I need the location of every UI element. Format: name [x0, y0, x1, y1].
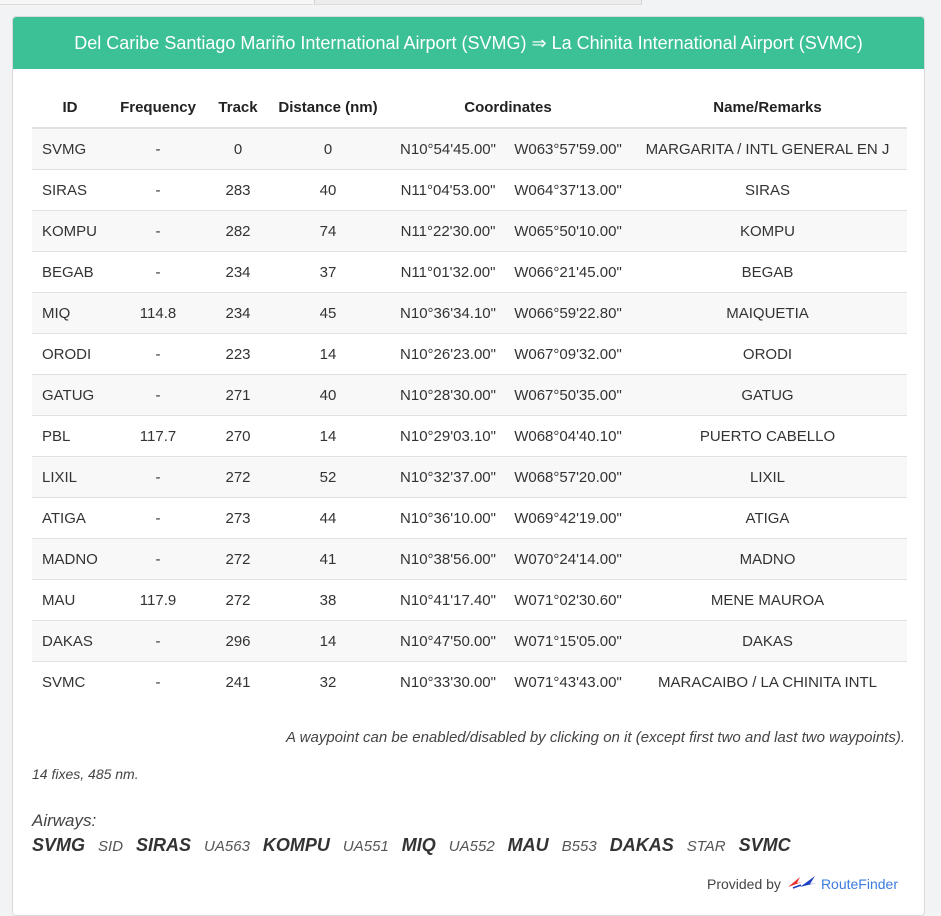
airway-fix: MIQ	[401, 835, 436, 855]
waypoint-row[interactable]	[32, 662, 907, 703]
waypoint-name: MADNO	[628, 539, 907, 580]
waypoint-table	[32, 87, 907, 702]
waypoint-longitude: W067°09'32.00"	[508, 334, 628, 375]
waypoint-track: 234	[208, 252, 268, 293]
waypoint-distance: 52	[268, 457, 388, 498]
waypoint-longitude: W069°42'19.00"	[508, 498, 628, 539]
waypoint-track: 271	[208, 375, 268, 416]
waypoint-longitude: W071°02'30.60"	[508, 580, 628, 621]
waypoint-id: KOMPU	[32, 211, 108, 252]
route-title: Del Caribe Santiago Mariño International Airport (SVMG) ⇒ La Chinita International Airport (SVMC)	[13, 17, 924, 69]
waypoint-frequency: -	[108, 662, 208, 703]
top-tab-strip	[0, 0, 941, 5]
waypoint-row[interactable]	[32, 580, 907, 621]
column-header-frequency: Frequency	[108, 87, 208, 128]
waypoint-longitude: W071°15'05.00"	[508, 621, 628, 662]
waypoint-frequency: -	[108, 170, 208, 211]
airway-fix: DAKAS	[609, 835, 674, 855]
waypoint-row[interactable]	[32, 621, 907, 662]
waypoint-distance: 14	[268, 416, 388, 457]
waypoint-id: DAKAS	[32, 621, 108, 662]
airway-segment: UA563	[204, 838, 250, 855]
waypoint-frequency: 117.7	[108, 416, 208, 457]
waypoint-latitude: N10°36'10.00"	[388, 498, 508, 539]
waypoint-frequency: -	[108, 539, 208, 580]
waypoint-track: 272	[208, 580, 268, 621]
tab-left[interactable]	[0, 0, 313, 5]
waypoint-track: 273	[208, 498, 268, 539]
waypoint-track: 223	[208, 334, 268, 375]
waypoint-track: 241	[208, 662, 268, 703]
column-header-distance: Distance (nm)	[268, 87, 388, 128]
waypoint-frequency: 117.9	[108, 580, 208, 621]
waypoint-row[interactable]	[32, 128, 907, 170]
waypoint-row[interactable]	[32, 211, 907, 252]
waypoint-distance: 40	[268, 375, 388, 416]
waypoint-id: LIXIL	[32, 457, 108, 498]
waypoint-frequency: -	[108, 128, 208, 170]
column-header-coordinates: Coordinates	[388, 87, 628, 128]
column-header-name-remarks: Name/Remarks	[628, 87, 907, 128]
waypoint-longitude: W065°50'10.00"	[508, 211, 628, 252]
waypoint-frequency: -	[108, 375, 208, 416]
waypoint-name: ATIGA	[628, 498, 907, 539]
waypoint-id: GATUG	[32, 375, 108, 416]
waypoint-distance: 38	[268, 580, 388, 621]
waypoint-distance: 14	[268, 334, 388, 375]
waypoint-track: 0	[208, 128, 268, 170]
waypoint-longitude: W063°57'59.00"	[508, 128, 628, 170]
waypoint-row[interactable]	[32, 457, 907, 498]
waypoint-id: ATIGA	[32, 498, 108, 539]
waypoint-latitude: N10°47'50.00"	[388, 621, 508, 662]
waypoint-distance: 14	[268, 621, 388, 662]
airway-segment: SID	[98, 838, 124, 855]
waypoint-name: MARACAIBO / LA CHINITA INTL	[628, 662, 907, 703]
waypoint-latitude: N10°29'03.10"	[388, 416, 508, 457]
airway-fix: SVMC	[738, 835, 791, 855]
waypoint-track: 296	[208, 621, 268, 662]
waypoint-longitude: W068°04'40.10"	[508, 416, 628, 457]
waypoint-name: KOMPU	[628, 211, 907, 252]
waypoint-longitude: W066°21'45.00"	[508, 252, 628, 293]
waypoint-longitude: W064°37'13.00"	[508, 170, 628, 211]
waypoint-name: MENE MAUROA	[628, 580, 907, 621]
waypoint-latitude: N10°38'56.00"	[388, 539, 508, 580]
waypoint-longitude: W070°24'14.00"	[508, 539, 628, 580]
airway-fix: SIRAS	[136, 835, 192, 855]
waypoint-name: BEGAB	[628, 252, 907, 293]
waypoint-longitude: W066°59'22.80"	[508, 293, 628, 334]
waypoint-id: MAU	[32, 580, 108, 621]
waypoint-id: ORODI	[32, 334, 108, 375]
waypoint-row[interactable]	[32, 416, 907, 457]
waypoint-distance: 74	[268, 211, 388, 252]
waypoint-frequency: -	[108, 457, 208, 498]
waypoint-id: SIRAS	[32, 170, 108, 211]
waypoint-frequency: -	[108, 621, 208, 662]
waypoint-name: SIRAS	[628, 170, 907, 211]
waypoint-distance: 44	[268, 498, 388, 539]
airway-fix: KOMPU	[262, 835, 330, 855]
waypoint-frequency: -	[108, 211, 208, 252]
waypoint-id: PBL	[32, 416, 108, 457]
waypoint-row[interactable]	[32, 539, 907, 580]
waypoint-id: SVMG	[32, 128, 108, 170]
waypoint-distance: 0	[268, 128, 388, 170]
waypoint-name: PUERTO CABELLO	[628, 416, 907, 457]
provided-by	[707, 874, 898, 893]
waypoint-row[interactable]	[32, 170, 907, 211]
waypoint-distance: 41	[268, 539, 388, 580]
airway-segment: UA552	[448, 838, 495, 855]
table-header-row	[32, 87, 907, 128]
waypoint-row[interactable]	[32, 252, 907, 293]
waypoint-row[interactable]	[32, 498, 907, 539]
airway-segment: B553	[561, 838, 597, 855]
waypoint-track: 283	[208, 170, 268, 211]
waypoint-latitude: N10°54'45.00"	[388, 128, 508, 170]
waypoint-latitude: N11°01'32.00"	[388, 252, 508, 293]
waypoint-id: MIQ	[32, 293, 108, 334]
waypoint-latitude: N10°33'30.00"	[388, 662, 508, 703]
waypoint-name: MAIQUETIA	[628, 293, 907, 334]
column-header-track: Track	[208, 87, 268, 128]
route-card	[12, 16, 925, 916]
route-summary: 14 fixes, 485 nm.	[32, 766, 139, 782]
provided-by-label: Provided by	[707, 875, 781, 892]
waypoint-row[interactable]	[32, 293, 907, 334]
waypoint-longitude: W067°50'35.00"	[508, 375, 628, 416]
waypoint-latitude: N11°22'30.00"	[388, 211, 508, 252]
waypoint-latitude: N10°36'34.10"	[388, 293, 508, 334]
waypoint-longitude: W071°43'43.00"	[508, 662, 628, 703]
waypoint-latitude: N11°04'53.00"	[388, 170, 508, 211]
waypoint-track: 234	[208, 293, 268, 334]
waypoint-frequency: -	[108, 334, 208, 375]
airway-fix: SVMG	[32, 835, 86, 855]
routefinder-plane-logo-icon	[787, 874, 817, 893]
waypoint-longitude: W068°57'20.00"	[508, 457, 628, 498]
waypoint-latitude: N10°32'37.00"	[388, 457, 508, 498]
waypoint-name: LIXIL	[628, 457, 907, 498]
waypoint-latitude: N10°28'30.00"	[388, 375, 508, 416]
waypoint-distance: 32	[268, 662, 388, 703]
waypoint-distance: 40	[268, 170, 388, 211]
waypoint-latitude: N10°26'23.00"	[388, 334, 508, 375]
waypoint-frequency: -	[108, 252, 208, 293]
waypoint-track: 272	[208, 457, 268, 498]
waypoint-name: MARGARITA / INTL GENERAL EN J	[628, 128, 907, 170]
column-header-id: ID	[32, 87, 108, 128]
waypoint-name: DAKAS	[628, 621, 907, 662]
waypoint-track: 282	[208, 211, 268, 252]
routefinder-link[interactable]: RouteFinder	[820, 875, 898, 892]
waypoint-id: MADNO	[32, 539, 108, 580]
waypoint-frequency: 114.8	[108, 293, 208, 334]
waypoint-distance: 37	[268, 252, 388, 293]
waypoint-frequency: -	[108, 498, 208, 539]
waypoint-name: ORODI	[628, 334, 907, 375]
waypoint-id: SVMC	[32, 662, 108, 703]
waypoint-row[interactable]	[32, 375, 907, 416]
airways-sequence	[32, 835, 804, 856]
waypoint-track: 272	[208, 539, 268, 580]
tab-middle[interactable]	[314, 0, 642, 5]
waypoint-row[interactable]	[32, 334, 907, 375]
airways-label: Airways:	[32, 811, 97, 830]
waypoint-toggle-note: A waypoint can be enabled/disabled by clicking on it (except first two and last two waypoints).	[286, 729, 905, 746]
waypoint-distance: 45	[268, 293, 388, 334]
airway-segment: UA551	[342, 838, 389, 855]
waypoint-name: GATUG	[628, 375, 907, 416]
waypoint-id: BEGAB	[32, 252, 108, 293]
airway-fix: MAU	[507, 835, 549, 855]
waypoint-latitude: N10°41'17.40"	[388, 580, 508, 621]
waypoint-track: 270	[208, 416, 268, 457]
airway-segment: STAR	[686, 838, 726, 855]
